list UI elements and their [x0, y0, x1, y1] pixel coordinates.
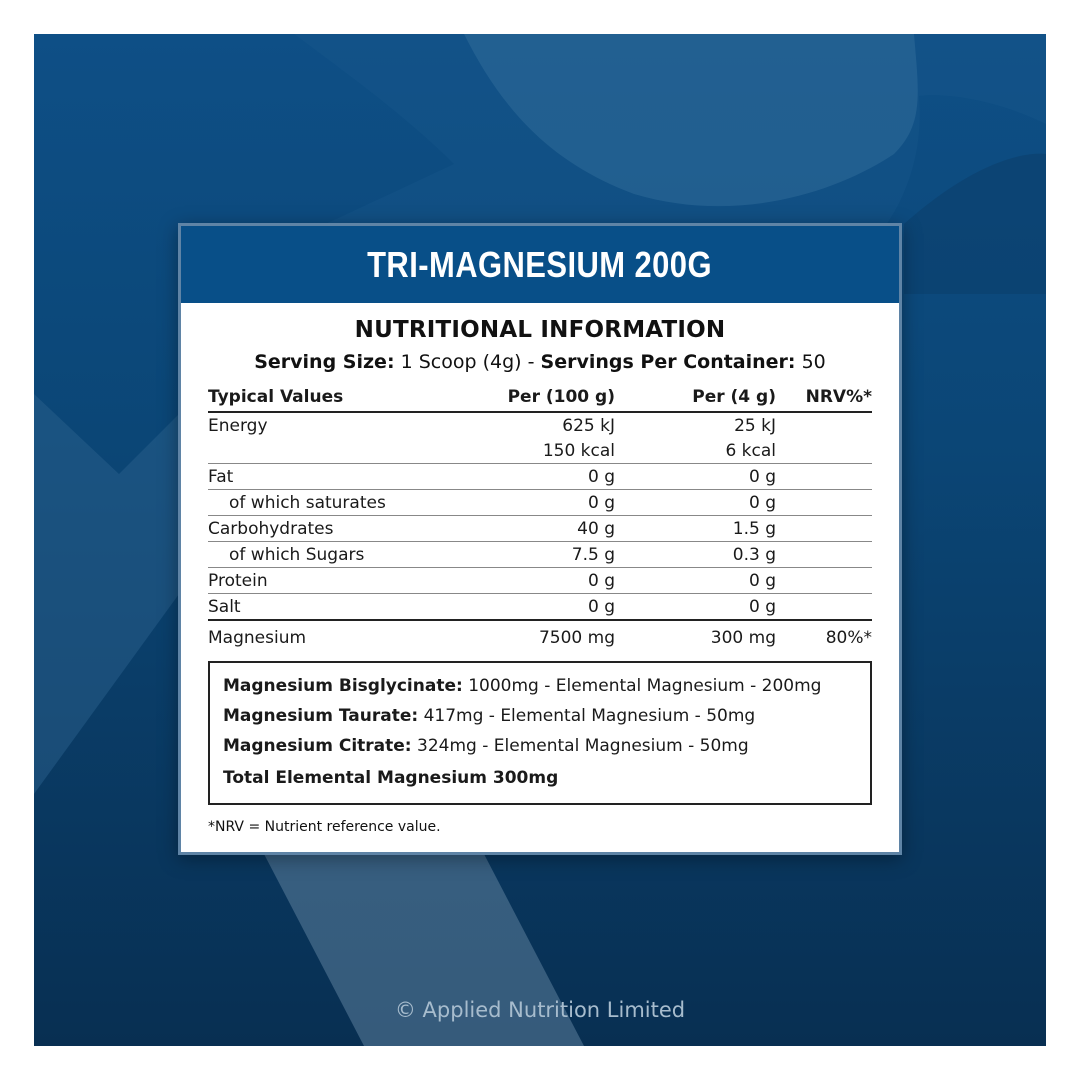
nrv-value — [776, 464, 872, 490]
row-label: Magnesium — [208, 628, 307, 648]
nrv-value — [776, 438, 872, 464]
row-label: Salt — [208, 594, 498, 621]
magnesium-breakdown-box — [208, 661, 872, 805]
magnesium-source-name: Magnesium Citrate: — [223, 736, 412, 756]
per-serving-value: 6 kcal — [615, 438, 776, 464]
magnesium-source-line — [223, 701, 857, 731]
row-label — [208, 438, 498, 464]
table-row — [208, 620, 872, 655]
magnesium-source-detail: 1000mg - Elemental Magnesium - 200mg — [468, 676, 822, 696]
table-row — [208, 516, 872, 542]
column-header: Per (100 g) — [498, 385, 615, 412]
per-100g-value: 625 kJ — [562, 415, 615, 436]
per-serving-value: 25 kJ — [734, 415, 776, 436]
per-100g-value: 0 g — [498, 594, 615, 621]
per-100g-value: 7.5 g — [498, 542, 615, 568]
per-serving-value: 300 mg — [710, 628, 776, 648]
nrv-value — [776, 516, 872, 542]
row-label: Fat — [208, 464, 498, 490]
table-row — [208, 568, 872, 594]
serving-size-value: 1 Scoop (4g) — [400, 351, 522, 373]
table-row — [208, 594, 872, 621]
total-elemental-magnesium: Total Elemental Magnesium 300mg — [223, 768, 559, 788]
row-label: Protein — [208, 568, 498, 594]
magnesium-source-detail: 417mg - Elemental Magnesium - 50mg — [423, 706, 756, 726]
section-title: NUTRITIONAL INFORMATION — [354, 317, 726, 343]
per-100g-value: 0 g — [498, 568, 615, 594]
per-100g-value: 150 kcal — [498, 438, 615, 464]
per-100g-value: 7500 mg — [538, 628, 615, 648]
serving-size-label: Serving Size: — [254, 351, 395, 373]
table-row — [208, 464, 872, 490]
row-label: Energy — [208, 415, 268, 436]
per-100g-value: 0 g — [498, 490, 615, 516]
magnesium-source-detail: 324mg - Elemental Magnesium - 50mg — [417, 736, 749, 756]
servings-per-container-value: 50 — [801, 351, 826, 373]
nrv-value — [776, 568, 872, 594]
row-label: of which saturates — [208, 490, 498, 516]
table-row — [208, 542, 872, 568]
magnesium-source-name: Magnesium Bisglycinate: — [223, 676, 463, 696]
nrv-value — [776, 490, 872, 516]
serving-info — [208, 351, 872, 373]
copyright-text: © Applied Nutrition Limited — [394, 998, 686, 1022]
magnesium-source-line — [223, 731, 857, 761]
per-100g-value: 40 g — [498, 516, 615, 542]
nutrition-table — [208, 385, 872, 655]
nutrition-card — [178, 223, 902, 855]
per-serving-value: 0 g — [615, 490, 776, 516]
row-label: of which Sugars — [208, 542, 498, 568]
nrv-value — [776, 412, 872, 438]
per-serving-value: 1.5 g — [615, 516, 776, 542]
nrv-value — [776, 594, 872, 621]
per-serving-value: 0 g — [615, 568, 776, 594]
table-header-row — [208, 385, 872, 412]
nrv-footnote: *NRV = Nutrient reference value. — [208, 819, 441, 835]
table-row — [208, 412, 872, 438]
card-header — [181, 226, 899, 303]
per-100g-value: 0 g — [498, 464, 615, 490]
magnesium-source-name: Magnesium Taurate: — [223, 706, 419, 726]
column-header: Per (4 g) — [615, 385, 776, 412]
row-label: Carbohydrates — [208, 516, 498, 542]
servings-per-container-label: Servings Per Container: — [540, 351, 796, 373]
serving-separator: - — [527, 351, 535, 373]
card-body — [181, 317, 899, 835]
background-panel — [34, 34, 1046, 1046]
nrv-value — [776, 542, 872, 568]
product-title: TRI-MAGNESIUM 200G — [367, 243, 713, 285]
table-row — [208, 490, 872, 516]
column-header: NRV%* — [776, 385, 872, 412]
per-serving-value: 0.3 g — [615, 542, 776, 568]
magnesium-source-line — [223, 671, 857, 701]
per-serving-value: 0 g — [615, 594, 776, 621]
table-row — [208, 438, 872, 464]
nrv-value: 80%* — [825, 628, 872, 648]
per-serving-value: 0 g — [615, 464, 776, 490]
column-header: Typical Values — [208, 385, 498, 412]
